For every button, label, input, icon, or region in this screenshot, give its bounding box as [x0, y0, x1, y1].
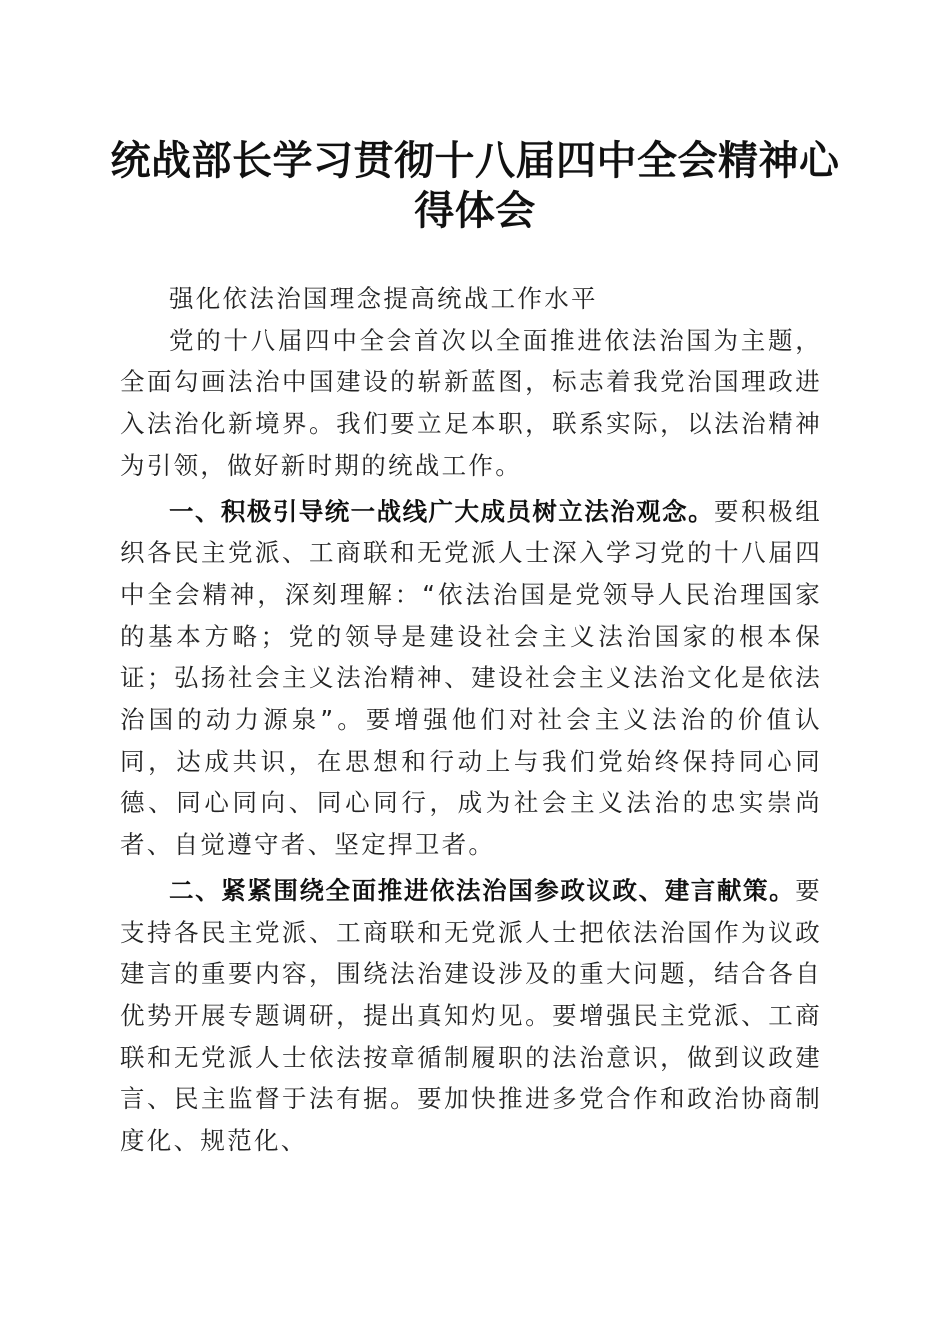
- intro-paragraph: 党的十八届四中全会首次以全面推进依法治国为主题，全面勾画法治中国建设的崭新蓝图，标志着我党治国理政进入法治化新境界。我们要立足本职，联系实际，以法治精神为引领，做好新时期的统战工作。: [120, 325, 822, 480]
- document-title: 统战部长学习贯彻十八届四中全会精神心得体会: [110, 137, 840, 234]
- document-body: [120, 278, 822, 1162]
- section-2-paragraph: [120, 870, 822, 1162]
- section-2-text: 要支持各民主党派、工商联和无党派人士把依法治国作为议政建言的重要内容，围绕法治建设涉及的重大问题，结合各自优势开展专题调研，提出真知灼见。要增强民主党派、工商联和无党派人士依法按章循制履职的法治意识，做到议政建言、民主监督于法有据。要加快推进多党合作和政治协商制度化、规范化、: [120, 875, 822, 1156]
- section-1-text: 要积极组织各民主党派、工商联和无党派人士深入学习党的十八届四中全会精神，深刻理解：“依法治国是党领导人民治理国家的基本方略；党的领导是建设社会主义法治国家的根本保证；弘扬社会主义法治精神、建设社会主义法治文化是依法治国的动力源泉”。要增强他们对社会主义法治的价值认同，达成共识，在思想和行动上与我们党始终保持同心同德、同心同向、同心同行，成为社会主义法治的忠实崇尚者、自觉遵守者、坚定捍卫者。: [120, 496, 822, 860]
- section-1-paragraph: [120, 491, 822, 866]
- section-2-heading: 二、紧紧围绕全面推进依法治国参政议政、建言献策。: [169, 875, 796, 905]
- section-1-heading: 一、积极引导统一战线广大成员树立法治观念。: [169, 496, 715, 526]
- document-subtitle: 强化依法治国理念提高统战工作水平: [169, 284, 598, 313]
